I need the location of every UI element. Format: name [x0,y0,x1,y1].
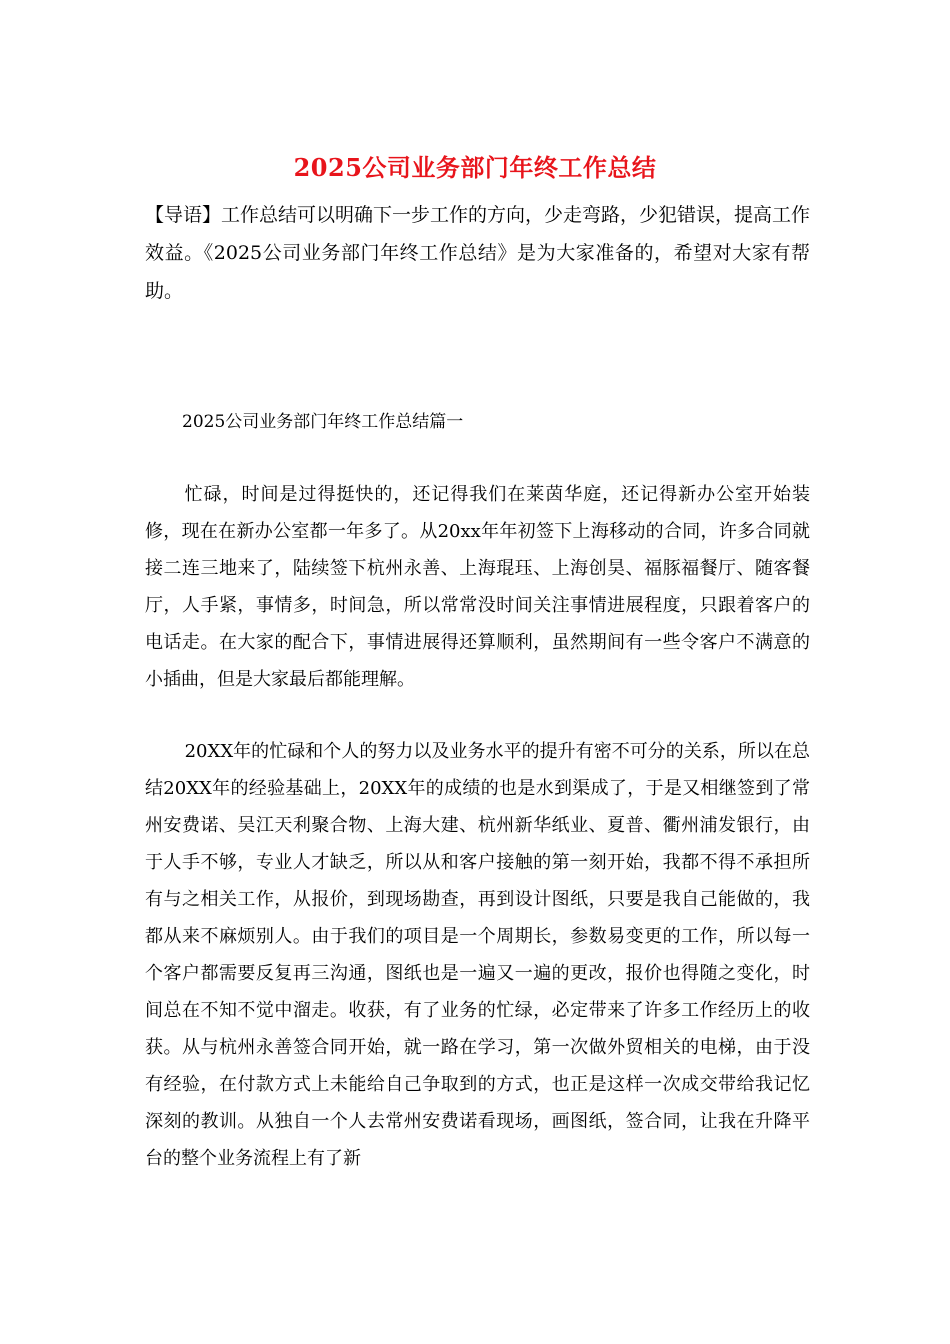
lead-paragraph: 【导语】工作总结可以明确下一步工作的方向，少走弯路，少犯错误，提高工作效益。《2025公司业务部门年终工作总结》是为大家准备的，希望对大家有帮助。 [145,204,811,302]
body-paragraph-2: 20XX年的忙碌和个人的努力以及业务水平的提升有密不可分的关系，所以在总结20XX年的经验基础上，20XX年的成绩的也是水到渠成了，于是又相继签到了常州安费诺、吴江天利聚合物、上海大建、杭州新华纸业、夏普、衢州浦发银行，由于人手不够，专业人才缺乏，所以从和客户接触的第一刻开始，我都不得不承担所有与之相关工作，从报价，到现场勘查，再到设计图纸，只要是我自己能做的，我都从来不麻烦别人。由于我们的项目是一个周期长，参数易变更的工作，所以每一个客户都需要反复再三沟通，图纸也是一遍又一遍的更改，报价也得随之变化，时间总在不知不觉中溜走。收获，有了业务的忙绿，必定带来了许多工作经历上的收获。从与杭州永善签合同开始，就一路在学习，第一次做外贸相关的电梯，由于没有经验，在付款方式上未能给自己争取到的方式，也正是这样一次成交带给我记忆深刻的教训。从独自一个人去常州安费诺看现场，画图纸，签合同，让我在升降平台的整个业务流程上有了新 [145,741,810,1169]
document-title: 2025公司业务部门年终工作总结 [293,153,657,182]
section-heading: 2025公司业务部门年终工作总结篇一 [182,412,464,432]
body-paragraph-1: 忙碌，时间是过得挺快的，还记得我们在莱茵华庭，还记得新办公室开始装修，现在在新办公室都一年多了。从20xx年年初签下上海移动的合同，许多合同就接二连三地来了，陆续签下杭州永善、上海琨珏、上海创昊、福豚福餐厅、随客餐厅，人手紧，事情多，时间急，所以常常没时间关注事情进展程度，只跟着客户的电话走。在大家的配合下，事情进展得还算顺利，虽然期间有一些令客户不满意的小插曲，但是大家最后都能理解。 [145,484,810,690]
